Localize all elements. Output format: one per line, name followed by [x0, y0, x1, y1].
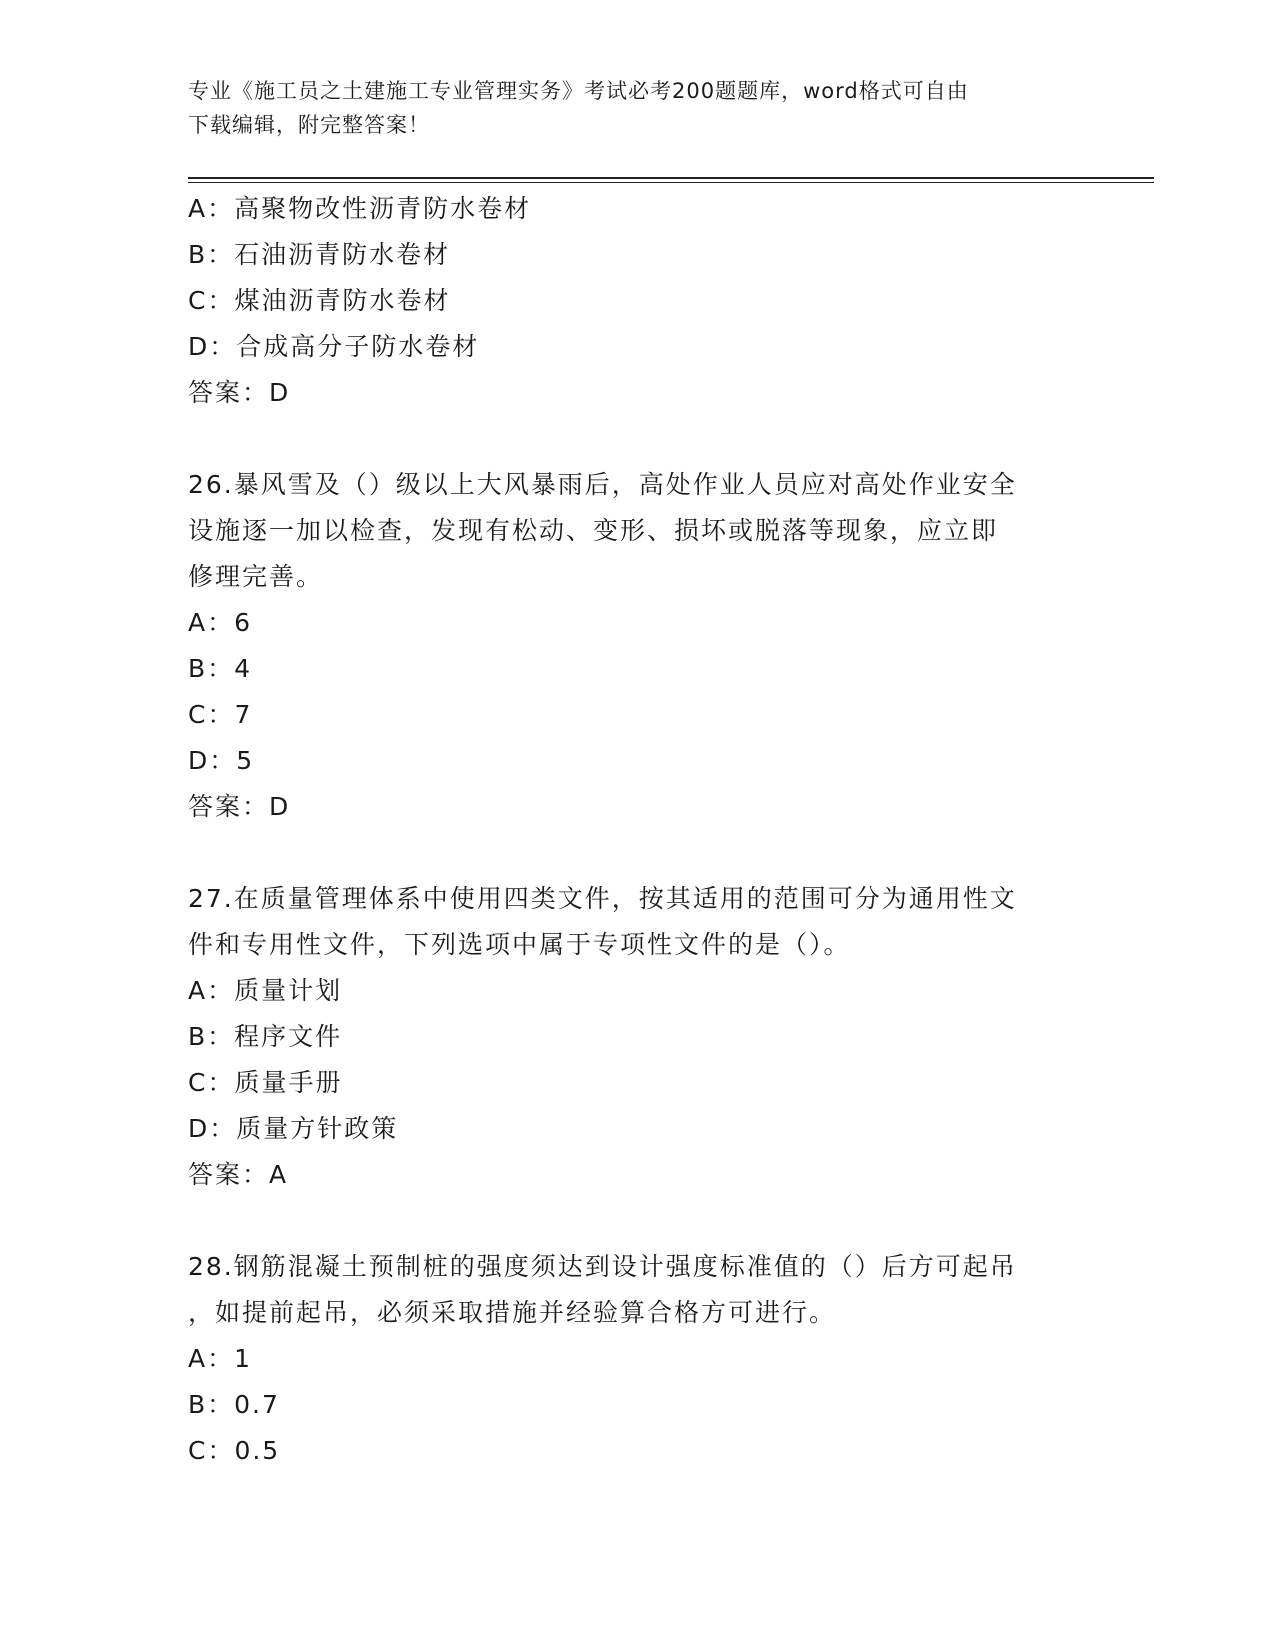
question-stem-line: ，如提前起吊，必须采取措施并经验算合格方可进行。 [188, 1298, 837, 1327]
question-26 [188, 462, 1088, 830]
header-line-2: 下载编辑，附完整答案！ [188, 113, 430, 137]
question-content [188, 186, 1088, 1474]
option-c: C：质量手册 [188, 1068, 343, 1097]
spacer [188, 830, 1088, 876]
option-b: B：石油沥青防水卷材 [188, 240, 451, 269]
answer: 答案：A [188, 1160, 289, 1189]
question-stem-line: 26.暴风雪及（）级以上大风暴雨后，高处作业人员应对高处作业安全 [188, 470, 1017, 499]
option-d: D：5 [188, 746, 255, 775]
option-d: D：合成高分子防水卷材 [188, 332, 480, 361]
option-b: B：0.7 [188, 1390, 280, 1419]
document-header [188, 74, 1068, 142]
option-c: C：0.5 [188, 1436, 281, 1465]
option-c: C：7 [188, 700, 253, 729]
answer: 答案：D [188, 378, 291, 407]
question-27 [188, 876, 1088, 1198]
spacer [188, 416, 1088, 462]
option-b: B：4 [188, 654, 253, 683]
option-b: B：程序文件 [188, 1022, 343, 1051]
question-25 [188, 186, 1088, 416]
option-a: A：6 [188, 608, 253, 637]
answer: 答案：D [188, 792, 291, 821]
option-d: D：质量方针政策 [188, 1114, 399, 1143]
header-rule-thin [188, 182, 1154, 183]
option-c: C：煤油沥青防水卷材 [188, 286, 451, 315]
header-line-1: 专业《施工员之土建施工专业管理实务》考试必考200题题库，word格式可自由 [188, 79, 969, 103]
spacer [188, 1198, 1088, 1244]
question-stem-line: 件和专用性文件，下列选项中属于专项性文件的是（）。 [188, 930, 851, 959]
option-a: A：质量计划 [188, 976, 343, 1005]
question-stem-line: 27.在质量管理体系中使用四类文件，按其适用的范围可分为通用性文 [188, 884, 1017, 913]
option-a: A：高聚物改性沥青防水卷材 [188, 194, 532, 223]
question-stem-line: 设施逐一加以检查，发现有松动、变形、损坏或脱落等现象，应立即 [188, 516, 999, 545]
question-stem-line: 修理完善。 [188, 562, 324, 591]
question-28 [188, 1244, 1088, 1474]
option-a: A：1 [188, 1344, 253, 1373]
header-rule-thick [188, 177, 1154, 179]
question-stem-line: 28.钢筋混凝土预制桩的强度须达到设计强度标准值的（）后方可起吊 [188, 1252, 1017, 1281]
